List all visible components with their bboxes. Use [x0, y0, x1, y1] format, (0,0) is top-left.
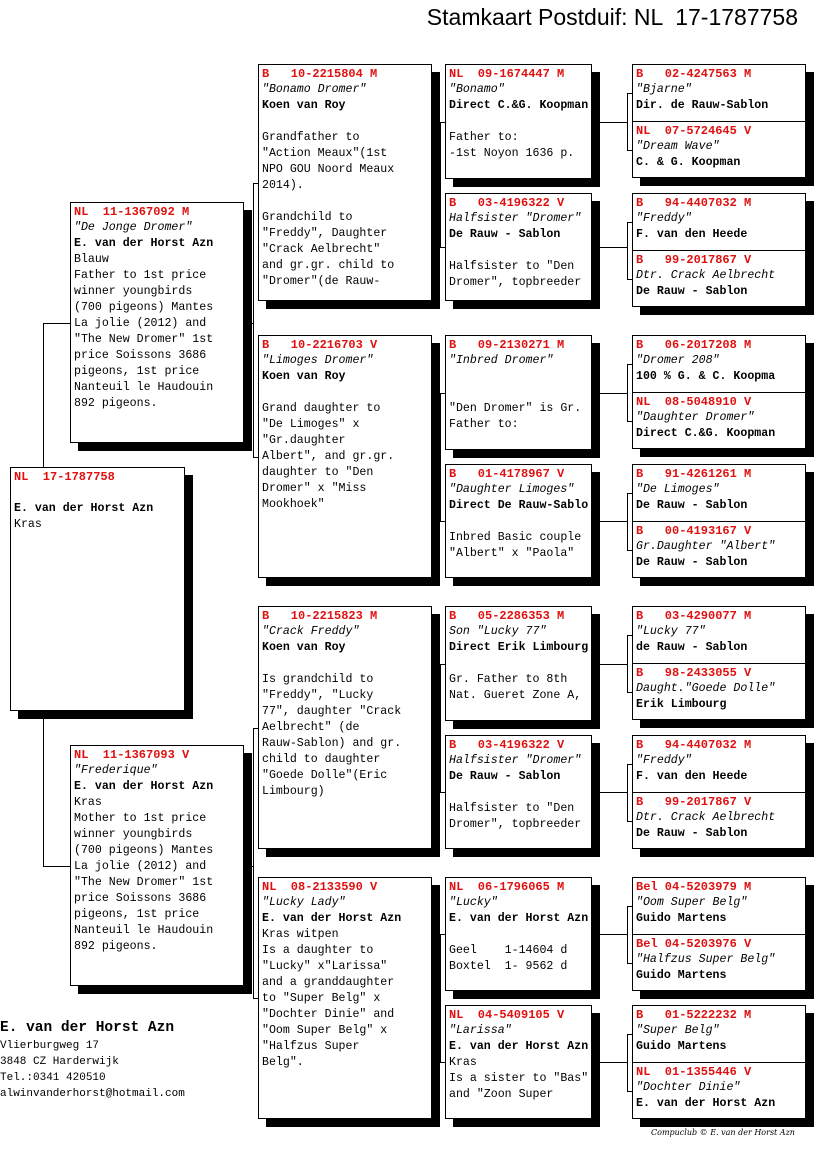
pigeon-note: Nanteuil le Haudouin: [74, 924, 214, 937]
pigeon-note: Dromer", topbreeder: [449, 818, 582, 831]
ring-number: B 99-2017867 V: [636, 253, 752, 267]
pigeon-card-gg-grandparent[interactable]: [632, 663, 806, 720]
pigeon-card-subject[interactable]: [10, 467, 185, 711]
pigeon-owner: Koen van Roy: [262, 370, 346, 383]
pigeon-owner: Direct Erik Limbourg: [449, 641, 589, 654]
pigeon-note: "Lucky" x"Larissa": [262, 960, 388, 973]
ring-number: NL 11-1367092 M: [74, 205, 190, 219]
pigeon-note: price Soissons 3686: [74, 349, 207, 362]
pigeon-name: "Frederique": [74, 764, 158, 777]
pigeon-name: "Oom Super Belg": [636, 896, 748, 909]
pigeon-card-sire[interactable]: [70, 202, 244, 443]
ring-number: B 00-4193167 V: [636, 524, 752, 538]
ring-number: B 03-4290077 M: [636, 609, 752, 623]
pigeon-note: Nat. Gueret Zone A,: [449, 689, 582, 702]
pigeon-name: "Freddy": [636, 754, 692, 767]
pigeon-card-grandparent[interactable]: [258, 335, 432, 578]
pigeon-name: "Lucky Lady": [262, 896, 346, 909]
pigeon-note: La jolie (2012) and: [74, 860, 207, 873]
pigeon-note: Aelbrecht" (de: [262, 721, 360, 734]
pigeon-note: winner youngbirds: [74, 828, 193, 841]
pigeon-note: "Dochter Dinie" and: [262, 1008, 395, 1021]
pigeon-card-great-grandparent[interactable]: [445, 1005, 592, 1119]
ring-number: B 09-2130271 M: [449, 338, 565, 352]
pigeon-note: Grand daughter to: [262, 402, 381, 415]
pigeon-name: "Limoges Dromer": [262, 354, 374, 367]
pigeon-note: and gr.gr. child to: [262, 259, 395, 272]
pigeon-note: Boxtel 1- 9562 d: [449, 960, 568, 973]
pigeon-note: Nanteuil le Haudouin: [74, 381, 214, 394]
pigeon-card-gg-grandparent[interactable]: [632, 121, 806, 178]
pigeon-note: -1st Noyon 1636 p.: [449, 147, 575, 160]
breeder-info: [0, 1018, 185, 1102]
pigeon-note: "Halfzus Super: [262, 1040, 360, 1053]
pigeon-owner: de Rauw - Sablon: [636, 641, 748, 654]
connector-line: [627, 93, 628, 150]
pigeon-name: "Daughter Limoges": [449, 483, 575, 496]
pigeon-name: Dtr. Crack Aelbrecht: [636, 269, 776, 282]
pigeon-owner: Direct C.&G. Koopman: [636, 427, 776, 440]
pigeon-card-great-grandparent[interactable]: [445, 735, 592, 849]
pigeon-note: [449, 656, 588, 672]
pigeon-note: Blauw: [74, 253, 109, 266]
pigeon-card-great-grandparent[interactable]: [445, 464, 592, 578]
connector-line: [432, 183, 440, 184]
pigeon-card-gg-grandparent[interactable]: [632, 792, 806, 849]
connector-line: [592, 934, 627, 935]
connector-line: [440, 122, 441, 248]
connector-line: [432, 998, 440, 999]
pigeon-card-gg-grandparent[interactable]: [632, 250, 806, 307]
pigeon-note: [449, 514, 588, 530]
pigeon-note: daughter to "Den: [262, 466, 374, 479]
pigeon-card-gg-grandparent[interactable]: [632, 735, 806, 793]
pigeon-note: to "Super Belg" x: [262, 992, 381, 1005]
pigeon-note: Geel 1-14604 d: [449, 944, 568, 957]
ring-number: Bel 04-5203979 M: [636, 880, 752, 894]
connector-line: [432, 728, 440, 729]
pigeon-note: Rauw-Sablon) and gr.: [262, 737, 402, 750]
ring-number: B 94-4407032 M: [636, 196, 752, 210]
connector-line: [592, 393, 627, 394]
connector-line: [627, 635, 628, 692]
pigeon-note: Limbourg): [262, 785, 325, 798]
pigeon-note: Grandfather to: [262, 131, 360, 144]
connector-line: [592, 664, 627, 665]
pigeon-name: "Dromer 208": [636, 354, 720, 367]
pigeon-note: NPO GOU Noord Meaux: [262, 163, 395, 176]
pigeon-name: Son "Lucky 77": [449, 625, 547, 638]
pigeon-owner: [449, 369, 588, 385]
ring-number: NL 06-1796065 M: [449, 880, 565, 894]
pigeon-owner: Direct C.&G. Koopman: [449, 99, 589, 112]
connector-line: [440, 934, 441, 1062]
pigeon-card-gg-grandparent[interactable]: [632, 193, 806, 251]
breeder-phone: Tel.:0341 420510: [0, 1072, 106, 1084]
pigeon-note: (700 pigeons) Mantes: [74, 844, 214, 857]
pigeon-owner: E. van der Horst Azn: [74, 780, 214, 793]
pigeon-note: [262, 194, 428, 210]
ring-number: NL 01-1355446 V: [636, 1065, 752, 1079]
pigeon-note: "Dromer"(de Rauw-: [262, 275, 381, 288]
ring-number: B 06-2017208 M: [636, 338, 752, 352]
pigeon-name: "Super Belg": [636, 1024, 720, 1037]
pigeon-name: "Bjarne": [636, 83, 692, 96]
pigeon-note: "Freddy", "Lucky: [262, 689, 374, 702]
pigeon-name: "Bonamo": [449, 83, 505, 96]
pigeon-note: La jolie (2012) and: [74, 317, 207, 330]
ring-number: NL 08-2133590 V: [262, 880, 378, 894]
pigeon-owner: E. van der Horst Azn: [262, 912, 402, 925]
pigeon-card-gg-grandparent[interactable]: [632, 64, 806, 122]
pigeon-name: [14, 485, 181, 501]
pigeon-card-grandparent[interactable]: [258, 606, 432, 849]
ring-number: B 05-2286353 M: [449, 609, 565, 623]
pigeon-owner: E. van der Horst Azn: [449, 1040, 589, 1053]
pigeon-card-great-grandparent[interactable]: [445, 64, 592, 179]
breeder-city: 3848 CZ Harderwijk: [0, 1056, 119, 1068]
pigeon-owner: Dir. de Rauw-Sablon: [636, 99, 769, 112]
connector-line: [253, 183, 254, 457]
ring-number: NL 07-5724645 V: [636, 124, 752, 138]
pigeon-card-gg-grandparent[interactable]: [632, 464, 806, 522]
breeder-street: Vlierburgweg 17: [0, 1040, 100, 1052]
pigeon-note: Inbred Basic couple: [449, 531, 582, 544]
pigeon-note: "Den Dromer" is Gr.: [449, 402, 582, 415]
pigeon-note: Dromer", topbreeder: [449, 276, 582, 289]
ring-number: NL 08-5048910 V: [636, 395, 752, 409]
connector-line: [627, 1034, 628, 1091]
connector-line: [627, 764, 628, 821]
pigeon-note: Is a daughter to: [262, 944, 374, 957]
ring-number: Bel 04-5203976 V: [636, 937, 752, 951]
connector-line: [43, 323, 70, 324]
pigeon-note: [449, 385, 588, 401]
pigeon-card-gg-grandparent[interactable]: [632, 1062, 806, 1119]
connector-line: [432, 457, 440, 458]
connector-line: [592, 521, 627, 522]
pigeon-note: price Soissons 3686: [74, 892, 207, 905]
connector-line: [440, 393, 441, 522]
pigeon-card-gg-grandparent[interactable]: [632, 521, 806, 578]
pigeon-name: Halfsister "Dromer": [449, 212, 582, 225]
pigeon-note: Kras witpen: [262, 928, 339, 941]
connector-line: [592, 792, 627, 793]
pigeon-name: "Freddy": [636, 212, 692, 225]
pigeon-name: "Dream Wave": [636, 140, 720, 153]
pigeon-owner: Koen van Roy: [262, 99, 346, 112]
pigeon-note: "Action Meaux"(1st: [262, 147, 388, 160]
pigeon-owner: De Rauw - Sablon: [636, 285, 748, 298]
pigeon-note: and a granddaughter: [262, 976, 395, 989]
ring-number: B 01-4178967 V: [449, 467, 565, 481]
pigeon-card-grandparent[interactable]: [258, 64, 432, 301]
pigeon-note: [262, 385, 428, 401]
ring-number: B 99-2017867 V: [636, 795, 752, 809]
pigeon-name: "Inbred Dromer": [449, 354, 554, 367]
pigeon-card-gg-grandparent[interactable]: [632, 335, 806, 393]
ring-number: B 10-2215823 M: [262, 609, 378, 623]
pigeon-note: Albert", and gr.gr.: [262, 450, 395, 463]
pigeon-note: "The New Dromer" 1st: [74, 876, 214, 889]
pigeon-card-dam[interactable]: [70, 745, 244, 986]
pigeon-note: [449, 114, 588, 130]
pigeon-card-great-grandparent[interactable]: [445, 606, 592, 721]
pigeon-card-great-grandparent[interactable]: [445, 877, 592, 991]
pigeon-note: [449, 243, 588, 259]
pigeon-name: "De Jonge Dromer": [74, 221, 193, 234]
pigeon-owner: Direct De Rauw-Sablo: [449, 499, 589, 512]
connector-line: [627, 222, 628, 279]
pigeon-name: Halfsister "Dromer": [449, 754, 582, 767]
pigeon-owner: De Rauw - Sablon: [636, 499, 748, 512]
pigeon-note: [449, 785, 588, 801]
pigeon-owner: Guido Martens: [636, 912, 727, 925]
pigeon-note: Father to:: [449, 418, 519, 431]
pigeon-note: Grandchild to: [262, 211, 353, 224]
pigeon-card-great-grandparent[interactable]: [445, 193, 592, 301]
pigeon-owner: E. van der Horst Azn: [636, 1097, 776, 1110]
pigeon-note: Mother to 1st price: [74, 812, 207, 825]
pigeon-owner: 100 % G. & C. Koopma: [636, 370, 776, 383]
pigeon-name: "Lucky": [449, 896, 498, 909]
pigeon-note: Dromer" x "Miss: [262, 482, 367, 495]
page-title: Stamkaart Postduif: NL 17-1787758: [426, 4, 798, 30]
pigeon-owner: Guido Martens: [636, 969, 727, 982]
pigeon-note: and "Zoon Super: [449, 1088, 554, 1101]
pigeon-name: Daught."Goede Dolle": [636, 682, 776, 695]
pigeon-note: [449, 927, 588, 943]
pigeon-note: Kras: [449, 1056, 477, 1069]
pigeon-note: Kras: [74, 796, 102, 809]
connector-line: [592, 247, 627, 248]
pigeon-owner: F. van den Heede: [636, 770, 748, 783]
connector-line: [592, 1062, 627, 1063]
breeder-name: E. van der Horst Azn: [0, 1020, 175, 1036]
pigeon-note: Mookhoek": [262, 498, 325, 511]
ring-number: NL 17-1787758: [14, 470, 115, 484]
pigeon-note: Halfsister to "Den: [449, 802, 575, 815]
pigeon-note: Gr. Father to 8th: [449, 673, 568, 686]
pigeon-note: "De Limoges" x: [262, 418, 360, 431]
connector-line: [592, 122, 627, 123]
pigeon-note: "Crack Aelbrecht": [262, 243, 381, 256]
ring-number: B 03-4196322 V: [449, 738, 565, 752]
pigeon-owner: De Rauw - Sablon: [449, 228, 561, 241]
pigeon-owner: Erik Limbourg: [636, 698, 727, 711]
pigeon-owner: C. & G. Koopman: [636, 156, 741, 169]
pigeon-note: [262, 114, 428, 130]
pigeon-note: winner youngbirds: [74, 285, 193, 298]
pigeon-owner: De Rauw - Sablon: [636, 827, 748, 840]
pigeon-note: Kras: [14, 518, 42, 531]
pigeon-note: "The New Dromer" 1st: [74, 333, 214, 346]
pigeon-card-grandparent[interactable]: [258, 877, 432, 1119]
connector-line: [244, 866, 253, 867]
pigeon-note: 892 pigeons.: [74, 940, 158, 953]
pigeon-note: Belg".: [262, 1056, 304, 1069]
pigeon-card-gg-grandparent[interactable]: [632, 392, 806, 449]
connector-line: [440, 664, 441, 793]
pigeon-note: "Goede Dolle"(Eric: [262, 769, 388, 782]
pigeon-owner: E. van der Horst Azn: [14, 502, 154, 515]
pigeon-note: Father to 1st price: [74, 269, 207, 282]
pigeon-note: 892 pigeons.: [74, 397, 158, 410]
pigeon-note: 77", daughter "Crack: [262, 705, 402, 718]
pigeon-owner: F. van den Heede: [636, 228, 748, 241]
pigeon-note: "Albert" x "Paola": [449, 547, 575, 560]
pigeon-note: Is a sister to "Bas": [449, 1072, 589, 1085]
pigeon-name: "Larissa": [449, 1024, 512, 1037]
pigeon-name: Dtr. Crack Aelbrecht: [636, 811, 776, 824]
pigeon-name: "Halfzus Super Belg": [636, 953, 776, 966]
ring-number: NL 04-5409105 V: [449, 1008, 565, 1022]
pigeon-owner: Koen van Roy: [262, 641, 346, 654]
pigeon-owner: Guido Martens: [636, 1040, 727, 1053]
pigeon-note: "Oom Super Belg" x: [262, 1024, 388, 1037]
pigeon-owner: De Rauw - Sablon: [636, 556, 748, 569]
pigeon-card-great-grandparent[interactable]: [445, 335, 592, 450]
pigeon-note: (700 pigeons) Mantes: [74, 301, 214, 314]
pigeon-note: "Gr.daughter: [262, 434, 346, 447]
pigeon-owner: E. van der Horst Azn: [74, 237, 214, 250]
pigeon-card-gg-grandparent[interactable]: [632, 877, 806, 935]
pigeon-note: Halfsister to "Den: [449, 260, 575, 273]
connector-line: [627, 493, 628, 550]
pigeon-note: Is grandchild to: [262, 673, 374, 686]
pigeon-note: 2014).: [262, 179, 304, 192]
ring-number: B 03-4196322 V: [449, 196, 565, 210]
pigeon-card-gg-grandparent[interactable]: [632, 1005, 806, 1063]
pigeon-owner: E. van der Horst Azn: [449, 912, 589, 925]
ring-number: B 10-2215804 M: [262, 67, 378, 81]
pigeon-name: "De Limoges": [636, 483, 720, 496]
pigeon-card-gg-grandparent[interactable]: [632, 606, 806, 664]
ring-number: NL 09-1674447 M: [449, 67, 565, 81]
pigeon-name: "Daughter Dromer": [636, 411, 755, 424]
ring-number: B 91-4261261 M: [636, 467, 752, 481]
ring-number: B 10-2216703 V: [262, 338, 378, 352]
pigeon-name: "Dochter Dinie": [636, 1081, 741, 1094]
pigeon-note: Father to:: [449, 131, 519, 144]
pigeon-note: pigeons, 1st price: [74, 908, 200, 921]
pigeon-owner: De Rauw - Sablon: [449, 770, 561, 783]
pigeon-card-gg-grandparent[interactable]: [632, 934, 806, 991]
connector-line: [627, 364, 628, 421]
pigeon-name: "Bonamo Dromer": [262, 83, 367, 96]
ring-number: B 02-4247563 M: [636, 67, 752, 81]
ring-number: NL 11-1367093 V: [74, 748, 190, 762]
ring-number: B 01-5222232 M: [636, 1008, 752, 1022]
ring-number: B 98-2433055 V: [636, 666, 752, 680]
pigeon-name: Gr.Daughter "Albert": [636, 540, 776, 553]
pigeon-note: "Freddy", Daughter: [262, 227, 388, 240]
copyright-credit: Compuclub © E. van der Horst Azn: [651, 1128, 795, 1137]
connector-line: [627, 906, 628, 963]
pigeon-note: child to daughter: [262, 753, 381, 766]
pigeon-note: [262, 656, 428, 672]
pigeon-name: "Crack Freddy": [262, 625, 360, 638]
pigeon-note: pigeons, 1st price: [74, 365, 200, 378]
connector-line: [43, 866, 70, 867]
ring-number: B 94-4407032 M: [636, 738, 752, 752]
pigeon-name: "Lucky 77": [636, 625, 706, 638]
breeder-email: alwinvanderhorst@hotmail.com: [0, 1088, 185, 1100]
connector-line: [253, 728, 254, 999]
connector-line: [244, 323, 253, 324]
